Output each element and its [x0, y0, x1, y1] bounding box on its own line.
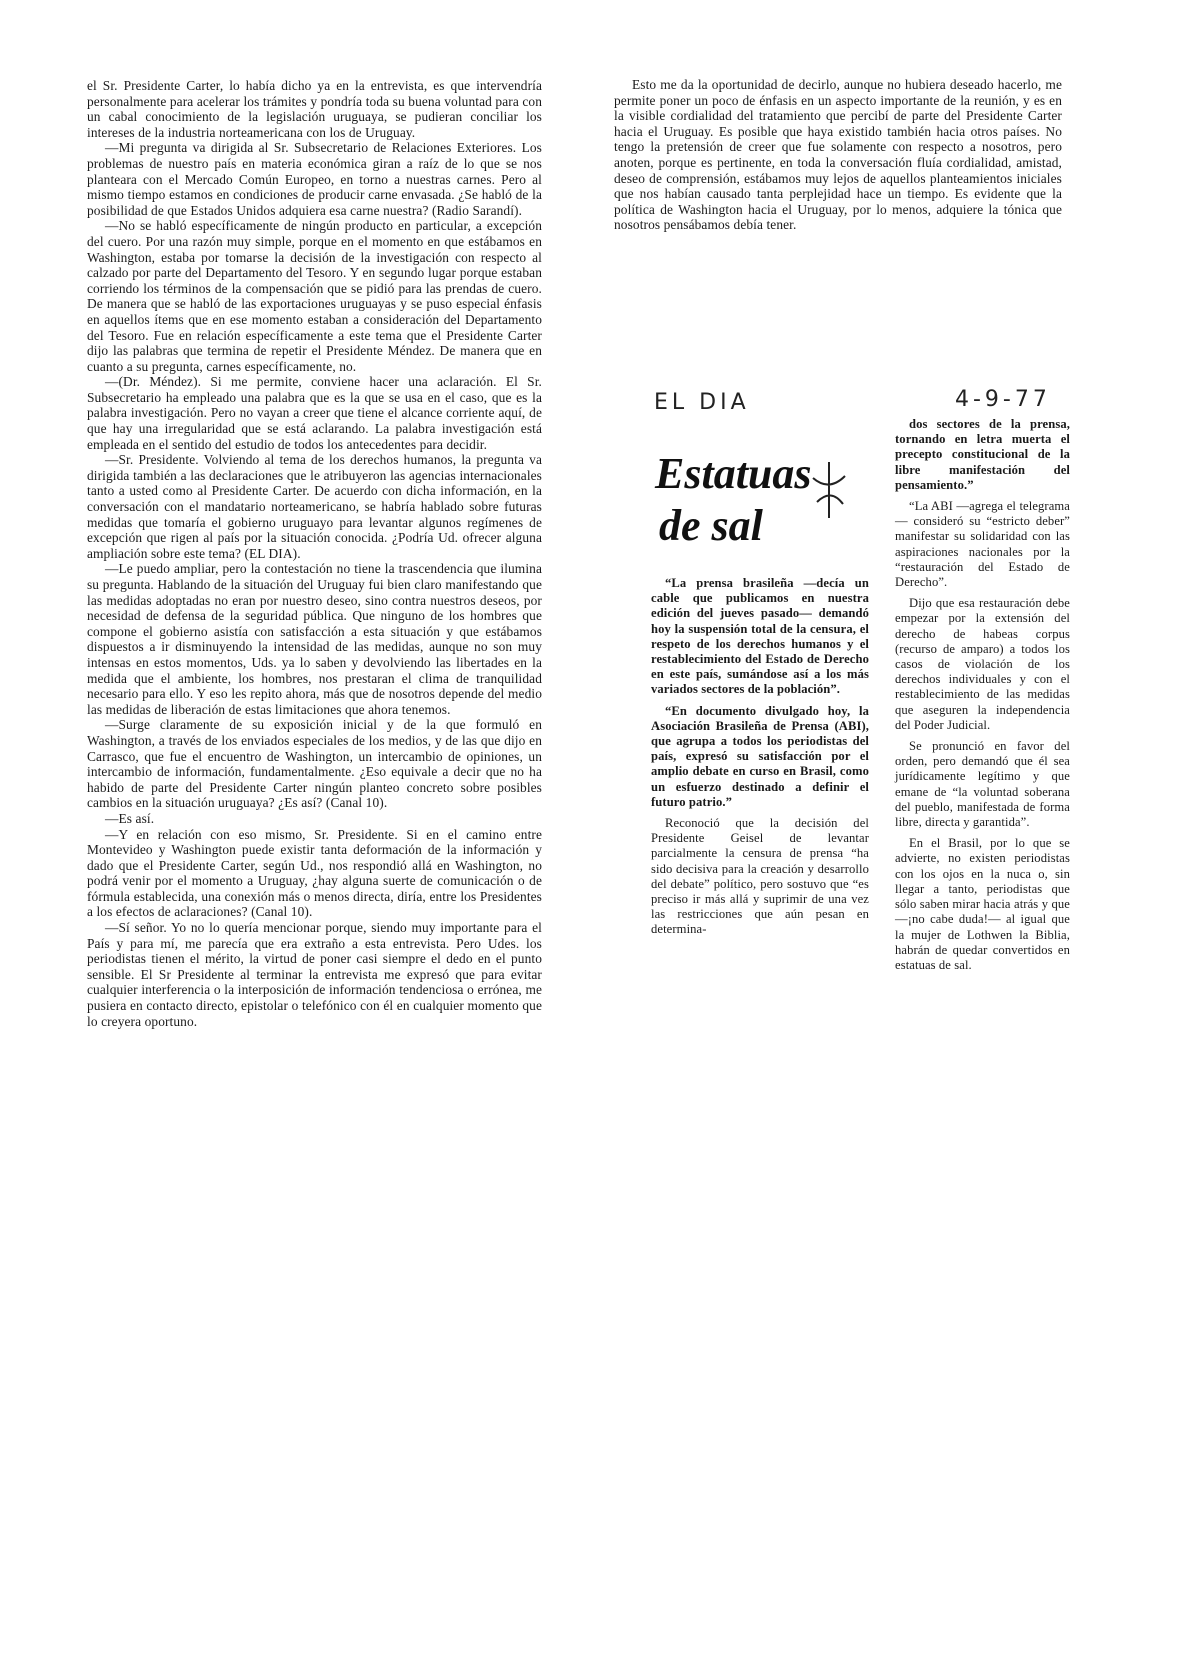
paragraph: dos sectores de la prensa, tornando en letra muerta el precepto constitucional de la libre manifestación del pensamiento.”	[895, 417, 1070, 492]
handwritten-mark-icon	[807, 458, 851, 522]
headline-line-2: de sal	[659, 501, 763, 550]
paragraph: Esto me da la oportunidad de decirlo, aunque no hubiera deseado hacerlo, me permite poner un poco de énfasis en un aspecto importante de la reunión, y es en la visible cordialidad del tratamiento que percibí de parte del Presidente Carter hacia el Uruguay. Es posible que haya existido también hacia otros países. No tengo la pretensión de creer que fue solamente con respecto a nosotros, pero anoten, porque es pertinente, en toda la conversación fluía cordialidad, amistad, deseo de comprensión, estábamos muy lejos de aquellos planteamientos iniciales que nos habían causado tanta perplejidad hace un tiempo. Es evidente que la política de Washington hacia el Uruguay, por lo menos, adquiere la tónica que nosotros pensábamos debía tener.	[614, 77, 1062, 233]
handwritten-date: 4-9-77	[955, 387, 1051, 412]
paragraph: “La ABI —agrega el telegrama— consideró su “estricto deber” manifestar su solidaridad con las aspiraciones nacionales por la “restauración del Estado de Derecho”.	[895, 499, 1070, 590]
interview-column-left	[87, 78, 542, 1029]
handwritten-source: EL DIA	[654, 390, 750, 415]
paragraph: —Es así.	[105, 810, 155, 826]
paragraph: En el Brasil, por lo que se advierte, no existen periodistas con los ojos en la nuca o, sin llegar a tanto, periodistas que sólo saben mirar hacia atrás y que —¡no cabe duda!— al igual que la mujer de Lothwen la Biblia, habrán de quedar convertidos en estatuas de sal.	[895, 836, 1070, 972]
paragraph: —(Dr. Méndez). Si me permite, conviene hacer una aclaración. El Sr. Subsecretario ha empleado una palabra que es la que se usa en el caso, que es la palabra investigación. Pero no vayan a creer que tiene el alcance corriente aquí, de que hay una irregularidad que se está aclarando. La palabra investigación está empleada en el sentido del estudio de todos los antecedentes para decidir.	[87, 374, 542, 452]
paragraph: —Surge claramente de su exposición inicial y de la que formuló en Washington, a través de los enviados especiales de los medios, y de las que dijo en Carrasco, que fue el encuentro de Washington, un intercambio de opiniones, un intercambio de información, fundamentalmente. ¿Eso equivale a decir que no ha habido de parte del Presidente Carter ningún planteo concreto sobre posibles cambios en la situación uruguaya? ¿Es así? (Canal 10).	[87, 717, 542, 811]
paragraph: —No se habló específicamente de ningún producto en particular, a excepción del cuero. Por una razón muy simple, porque en el momento en que estábamos en Washington, estaba por tomarse la decisión de la investigación con respecto al calzado por parte del Departamento del Tesoro. Y en segundo lugar porque estaban corriendo los términos de la compensación que se pidió para las prendas de cuero. De manera que se habló de las exportaciones uruguayas y se puso especial énfasis en aquellos ítems que en ese momento estaban a consideración del Departamento del Tesoro. Fue en relación específicamente a este tema que el Presidente Carter dijo las palabras que termina de repetir el Presidente Méndez. De manera que en cuanto a su pregunta, carnes específicamente, no.	[87, 218, 542, 374]
paragraph: —Y en relación con eso mismo, Sr. Presidente. Si en el camino entre Montevideo y Washington puede existir tanta deformación de la información y dado que el Presidente Carter, según Ud., nos respondió allá en Washington, no podrá venir por el momento a Uruguay, ¿hay alguna suerte de comunicación o de fórmula establecida, una conexión más o menos directa, diría, entre los Presidentes a los efectos de aclaraciones? (Canal 10).	[87, 826, 542, 920]
paragraph: —Sí señor. Yo no lo quería mencionar porque, siendo muy importante para el País y para mí, me parecía que era extraño a esta entrevista. Pero Udes. los periodistas tienen el mérito, la virtud de poner casi siempre el dedo en el punto sensible. El Sr Presidente al terminar la entrevista me expresó que para evitar cualquier interferencia o la interposición de información tendenciosa o errónea, me pusiera en contacto directo, epistolar o telefónico con él en cualquier momento que lo creyera oportuno.	[87, 920, 542, 1029]
paragraph: —Le puedo ampliar, pero la contestación no tiene la trascendencia que ilumina su pregunta. Hablando de la situación del Uruguay fui bien claro manifestando que las medidas adoptadas no eran por nuestro deseo, sino contra nuestros deseos, por necesidad de defensa de la seguridad pública. Que ninguno de los hombres que compone el gobierno asistía con satisfacción a esta situación y que estábamos dispuestos a ir disminuyendo la intensidad de las medidas, aunque no son muy intensas en estos momentos, Uds. ya lo saben y devolviendo las libertades en la medida que el ambiente, los hombres, nos prestaran el clima de tranquilidad necesario para ello. Y eso les repito ahora, más que de nosotros depende del medio las medidas de liberación de estas limitaciones que ahora tenemos.	[87, 561, 542, 717]
paragraph: “La prensa brasileña —decía un cable que publicamos en nuestra edición del jueves pasado— demandó hoy la suspensión total de la censura, el respeto de los derechos humanos y el restablecimiento del Estado de Derecho en este país, sumándose así a los más variados sectores de la población”.	[651, 576, 869, 697]
clipping-column-a	[651, 576, 869, 944]
interview-column-right	[614, 77, 1062, 233]
paragraph: Se pronunció en favor del orden, pero demandó que él sea jurídicamente legítimo y que emane de “la voluntad soberana del pueblo, manifestada de forma libre, directa y garantida”.	[895, 739, 1070, 830]
paragraph: el Sr. Presidente Carter, lo había dicho ya en la entrevista, es que intervendría personalmente para acelerar los trámites y pondría toda su buena voluntad para con un cabal conocimiento de la legislación uruguaya, se pudieran conciliar los intereses de la industria norteamericana con los de Uruguay.	[87, 78, 542, 140]
paragraph: Dijo que esa restauración debe empezar por la extensión del derecho de habeas corpus (recurso de amparo) a todos los casos de violación de los derechos individuales y con el restablecimiento de las medidas que aseguren la independencia del Poder Judicial.	[895, 596, 1070, 732]
paragraph: —Sr. Presidente. Volviendo al tema de los derechos humanos, la pregunta va dirigida también a las declaraciones que le atribuyeron las agencias internacionales tanto a usted como al Presidente Carter. De acuerdo con dicha información, en la conversación con el mandatario norteamericano, se habría hablado sobre futuras medidas que tomaría el gobierno uruguayo para levantar algunos regímenes de excepción que rigen al país por la situación conocida. ¿Podría Ud. ofrecer alguna ampliación sobre este tema? (EL DIA).	[87, 452, 542, 561]
headline-line-1: Estatuas	[655, 449, 812, 498]
paragraph: —Mi pregunta va dirigida al Sr. Subsecretario de Relaciones Exteriores. Los problemas de nuestro país en materia económica giran a raíz de lo que se nos planteara con el Mercado Común Europeo, en torno a nuestras carnes. Pero al mismo tiempo estamos en condiciones de producir carne envasada. ¿Se habló de la posibilidad de que Estados Unidos adquiera esa carne nuestra? (Radio Sarandí).	[87, 140, 542, 218]
clipping-column-b	[895, 417, 1070, 979]
paragraph: Reconoció que la decisión del Presidente Geisel de levantar parcialmente la censura de prensa “ha sido decisiva para la creación y desarrollo del debate” político, pero sostuvo que “es preciso ir más allá y suprimir de una vez las restricciones que aún pesan en determina-	[651, 816, 869, 937]
paragraph: “En documento divulgado hoy, la Asociación Brasileña de Prensa (ABI), que agrupa a todos los periodistas del país, expresó su satisfacción por el amplio debate en curso en Brasil, como un esfuerzo destinado a definir el futuro patrio.”	[651, 703, 869, 809]
